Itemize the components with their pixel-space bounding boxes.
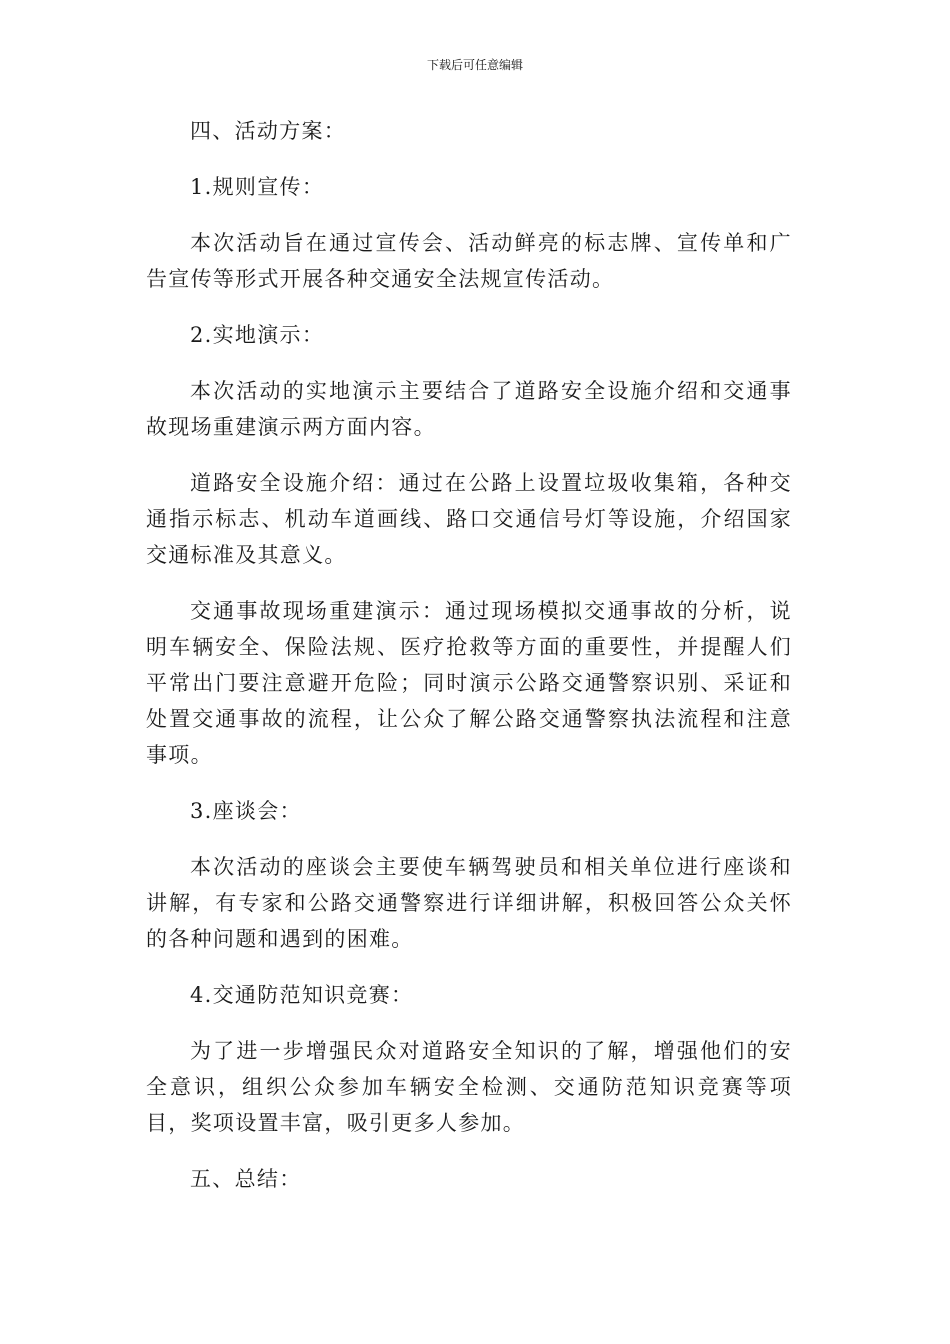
item2-paragraph: 本次活动的实地演示主要结合了道路安全设施介绍和交通事故现场重建演示两方面内容。 bbox=[146, 379, 792, 439]
header-note: 下载后可任意编辑 bbox=[426, 58, 523, 72]
item1-paragraph: 本次活动旨在通过宣传会、活动鲜亮的标志牌、宣传单和广告宣传等形式开展各种交通安全法规宣传活动。 bbox=[146, 231, 792, 291]
item4-paragraph: 为了进一步增强民众对道路安全知识的了解，增强他们的安全意识，组织公众参加车辆安全检测、交通防范知识竞赛等项目，奖项设置丰富，吸引更多人参加。 bbox=[146, 1039, 792, 1135]
item2-sub2-paragraph: 交通事故现场重建演示：通过现场模拟交通事故的分析，说明车辆安全、保险法规、医疗抢救等方面的重要性，并提醒人们平常出门要注意避开危险；同时演示公路交通警察识别、采证和处置交通事故的流程，让公众了解公路交通警察执法流程和注意事项。 bbox=[146, 599, 792, 767]
item2-sub1-paragraph: 道路安全设施介绍：通过在公路上设置垃圾收集箱，各种交通指示标志、机动车道画线、路口交通信号灯等设施，介绍国家交通标准及其意义。 bbox=[146, 471, 792, 567]
item4-heading: 4.交通防范知识竞赛： bbox=[190, 983, 414, 1007]
item3-heading: 3.座谈会： bbox=[190, 799, 302, 823]
document-body bbox=[146, 113, 792, 1217]
item3-paragraph: 本次活动的座谈会主要使车辆驾驶员和相关单位进行座谈和讲解，有专家和公路交通警察进行详细讲解，积极回答公众关怀的各种问题和遇到的困难。 bbox=[146, 855, 792, 951]
item1-heading: 1.规则宣传： bbox=[190, 175, 325, 199]
section5-heading: 五、总结： bbox=[190, 1167, 302, 1191]
item2-heading: 2.实地演示： bbox=[190, 323, 325, 347]
section4-heading: 四、活动方案： bbox=[190, 119, 347, 143]
